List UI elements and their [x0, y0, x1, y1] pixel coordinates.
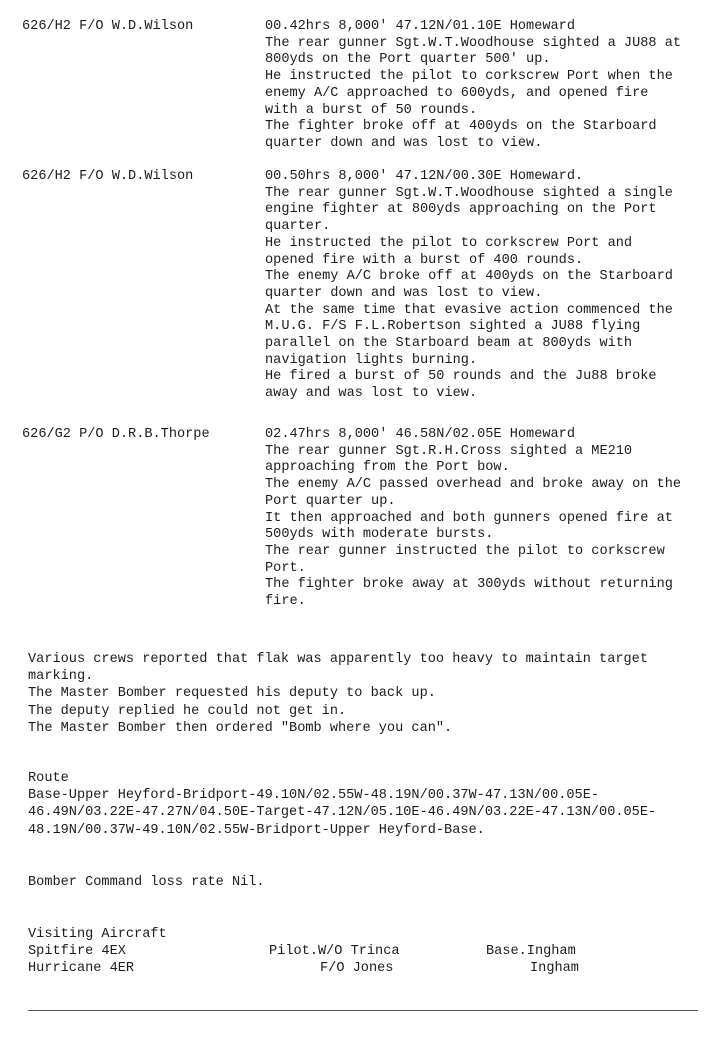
summary-line: Various crews reported that flak was apparently too heavy to maintain target — [28, 652, 648, 667]
report-line: quarter down and was lost to view. — [265, 285, 543, 301]
crew-identifier: 626/H2 F/O W.D.Wilson — [22, 169, 194, 184]
aircraft-name: Spitfire 4EX — [28, 944, 126, 959]
route-line: Base-Upper Heyford-Bridport-49.10N/02.55W-48.19N/00.37W-47.13N/00.05E- — [28, 788, 600, 804]
loss-rate — [28, 874, 708, 891]
report-line: It then approached and both gunners opened fire at — [265, 510, 673, 526]
aircraft-name: Hurricane 4ER — [28, 961, 135, 976]
report-line: The enemy A/C passed overhead and broke away on the — [265, 477, 682, 493]
combat-report-text — [265, 169, 715, 403]
pilot-name: F/O Jones — [320, 961, 394, 976]
report-line: M.U.G. F/S F.L.Robertson sighted a JU88 flying — [265, 319, 641, 335]
base-name: Ingham — [530, 961, 579, 976]
report-line: quarter. — [265, 219, 331, 235]
report-line: 00.50hrs 8,000' 47.12N/00.30E Homeward. — [265, 169, 584, 184]
report-line: At the same time that evasive action commenced the — [265, 302, 673, 318]
report-line: enemy A/C approached to 600yds, and opened fire — [265, 85, 649, 101]
report-line: The enemy A/C broke off at 400yds on the Starboard — [265, 269, 673, 285]
report-line: fire. — [265, 594, 306, 610]
report-line: The fighter broke off at 400yds on the Starboard — [265, 119, 657, 135]
crew-identifier: 626/H2 F/O W.D.Wilson — [22, 19, 194, 34]
summary-line: marking. — [28, 669, 94, 685]
report-line: Port. — [265, 560, 306, 576]
report-line: He instructed the pilot to corkscrew Port and — [265, 235, 633, 251]
bottom-divider — [28, 1010, 698, 1011]
route-heading: Route — [28, 771, 69, 786]
report-line: The rear gunner Sgt.W.T.Woodhouse sighted a single — [265, 185, 673, 201]
report-line: 800yds on the Port quarter 500' up. — [265, 52, 551, 68]
combat-report-text — [265, 19, 715, 153]
summary-line: The deputy replied he could not get in. — [28, 703, 347, 719]
combat-report-text — [265, 427, 715, 611]
crew-identifier: 626/G2 P/O D.R.B.Thorpe — [22, 427, 210, 442]
report-line: opened fire with a burst of 400 rounds. — [265, 252, 584, 268]
summary-line: The Master Bomber then ordered "Bomb where you can". — [28, 720, 453, 736]
report-line: The fighter broke away at 300yds without returning — [265, 577, 673, 593]
loss-rate-text: Bomber Command loss rate Nil. — [28, 875, 265, 890]
report-line: 00.42hrs 8,000' 47.12N/01.10E Homeward — [265, 19, 575, 34]
report-line: He instructed the pilot to corkscrew Port when the — [265, 69, 673, 85]
report-line: approaching from the Port bow. — [265, 460, 510, 476]
report-line: engine fighter at 800yds approaching on the Port — [265, 202, 657, 218]
report-line: The rear gunner Sgt.W.T.Woodhouse sighted a JU88 at — [265, 35, 682, 51]
summary-paragraph — [28, 651, 708, 737]
report-line: quarter down and was lost to view. — [265, 135, 543, 151]
report-line: navigation lights burning. — [265, 352, 478, 368]
report-line: 02.47hrs 8,000' 46.58N/02.05E Homeward — [265, 427, 575, 442]
visiting-aircraft-row — [28, 960, 708, 1045]
route-line: 48.19N/00.37W-49.10N/02.55W-Bridport-Upper Heyford-Base. — [28, 822, 485, 838]
route-line: 46.49N/03.22E-47.27N/04.50E-Target-47.12N/05.10E-46.49N/03.22E-47.13N/00.05E- — [28, 805, 657, 821]
report-line: with a burst of 50 rounds. — [265, 102, 478, 118]
visiting-aircraft-heading: Visiting Aircraft — [28, 927, 167, 942]
report-line: He fired a burst of 50 rounds and the Ju88 broke — [265, 369, 657, 385]
report-line: Port quarter up. — [265, 493, 396, 509]
report-line: The rear gunner instructed the pilot to corkscrew — [265, 543, 665, 559]
report-line: The rear gunner Sgt.R.H.Cross sighted a ME210 — [265, 443, 633, 459]
pilot-name: Pilot.W/O Trinca — [269, 944, 400, 959]
route-section — [28, 770, 708, 839]
base-name: Base.Ingham — [486, 944, 576, 959]
report-line: 500yds with moderate bursts. — [265, 527, 494, 543]
report-line: parallel on the Starboard beam at 800yds with — [265, 336, 633, 352]
report-line: away and was lost to view. — [265, 386, 478, 402]
summary-line: The Master Bomber requested his deputy to back up. — [28, 686, 436, 702]
